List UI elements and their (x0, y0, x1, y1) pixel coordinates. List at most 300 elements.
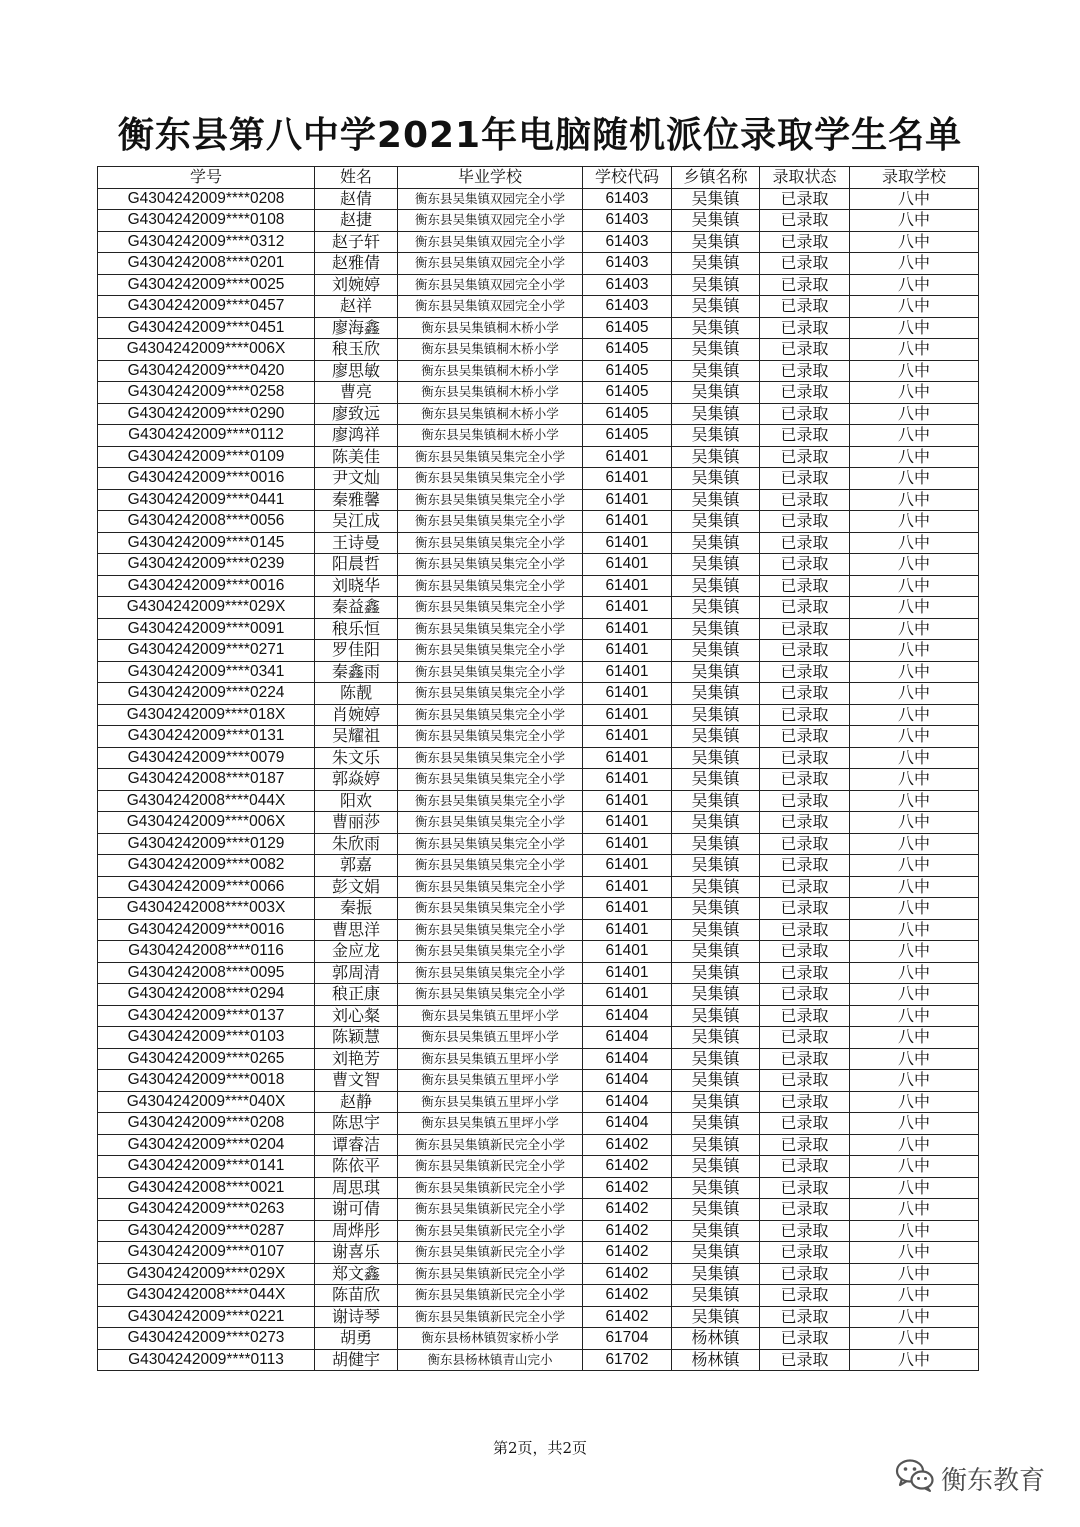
student-name-cell: 尹文灿 (315, 468, 398, 490)
school-code-cell: 61404 (583, 1091, 672, 1113)
page-footer: 第2页，共2页 (492, 1439, 588, 1457)
township-cell: 杨林镇 (672, 1349, 760, 1371)
graduated-school-cell: 衡东县吴集镇吴集完全小学 (398, 726, 583, 748)
admitted-school-cell: 八中 (850, 317, 979, 339)
student-id-cell: G4304242009****029X (98, 1263, 315, 1285)
graduated-school-cell: 衡东县吴集镇吴集完全小学 (398, 790, 583, 812)
admitted-school-cell: 八中 (850, 188, 979, 210)
student-name-cell: 郭周清 (315, 962, 398, 984)
township-cell: 吴集镇 (672, 296, 760, 318)
student-id-cell: G4304242008****0201 (98, 253, 315, 275)
table-row (98, 726, 979, 748)
admitted-school-cell: 八中 (850, 339, 979, 361)
graduated-school-cell: 衡东县吴集镇吴集完全小学 (398, 898, 583, 920)
student-name-cell: 金应龙 (315, 941, 398, 963)
student-id-cell: G4304242009****0025 (98, 274, 315, 296)
student-id-cell: G4304242008****0021 (98, 1177, 315, 1199)
student-id-cell: G4304242009****0208 (98, 1113, 315, 1135)
township-cell: 吴集镇 (672, 1048, 760, 1070)
table-row (98, 339, 979, 361)
township-cell: 吴集镇 (672, 941, 760, 963)
table-row (98, 661, 979, 683)
township-cell: 吴集镇 (672, 984, 760, 1006)
graduated-school-cell: 衡东县吴集镇桐木桥小学 (398, 339, 583, 361)
graduated-school-cell: 衡东县吴集镇新民完全小学 (398, 1134, 583, 1156)
student-id-cell: G4304242009****0018 (98, 1070, 315, 1092)
student-id-cell: G4304242009****0263 (98, 1199, 315, 1221)
header-graduated-school: 毕业学校 (398, 167, 583, 189)
admitted-school-cell: 八中 (850, 532, 979, 554)
admitted-school-cell: 八中 (850, 1005, 979, 1027)
admission-status-cell: 已录取 (760, 360, 850, 382)
graduated-school-cell: 衡东县吴集镇五里坪小学 (398, 1091, 583, 1113)
township-cell: 吴集镇 (672, 640, 760, 662)
admission-status-cell: 已录取 (760, 919, 850, 941)
student-name-cell: 赵雅倩 (315, 253, 398, 275)
school-code-cell: 61402 (583, 1177, 672, 1199)
student-id-cell: G4304242009****0204 (98, 1134, 315, 1156)
school-code-cell: 61401 (583, 683, 672, 705)
watermark (895, 1458, 1045, 1498)
student-id-cell: G4304242009****0129 (98, 833, 315, 855)
student-name-cell: 廖思敏 (315, 360, 398, 382)
student-name-cell: 曹亮 (315, 382, 398, 404)
township-cell: 吴集镇 (672, 747, 760, 769)
table-row (98, 1091, 979, 1113)
admitted-school-cell: 八中 (850, 1091, 979, 1113)
table-row (98, 1177, 979, 1199)
student-id-cell: G4304242009****018X (98, 704, 315, 726)
admitted-school-cell: 八中 (850, 640, 979, 662)
admission-status-cell: 已录取 (760, 1156, 850, 1178)
admitted-school-cell: 八中 (850, 1134, 979, 1156)
table-row (98, 253, 979, 275)
township-cell: 吴集镇 (672, 339, 760, 361)
school-code-cell: 61403 (583, 188, 672, 210)
admission-status-cell: 已录取 (760, 231, 850, 253)
admitted-school-cell: 八中 (850, 296, 979, 318)
admitted-school-cell: 八中 (850, 962, 979, 984)
admission-status-cell: 已录取 (760, 575, 850, 597)
school-code-cell: 61404 (583, 1113, 672, 1135)
school-code-cell: 61405 (583, 360, 672, 382)
student-name-cell: 郭嘉 (315, 855, 398, 877)
table-row (98, 790, 979, 812)
student-id-cell: G4304242009****0131 (98, 726, 315, 748)
admitted-school-cell: 八中 (850, 1242, 979, 1264)
graduated-school-cell: 衡东县吴集镇吴集完全小学 (398, 618, 583, 640)
township-cell: 吴集镇 (672, 1091, 760, 1113)
graduated-school-cell: 衡东县吴集镇双园完全小学 (398, 296, 583, 318)
table-row (98, 575, 979, 597)
admission-status-cell: 已录取 (760, 1242, 850, 1264)
student-id-cell: G4304242009****0112 (98, 425, 315, 447)
graduated-school-cell: 衡东县吴集镇新民完全小学 (398, 1306, 583, 1328)
graduated-school-cell: 衡东县吴集镇双园完全小学 (398, 274, 583, 296)
student-id-cell: G4304242009****006X (98, 339, 315, 361)
township-cell: 吴集镇 (672, 468, 760, 490)
student-name-cell: 赵捷 (315, 210, 398, 232)
graduated-school-cell: 衡东县吴集镇吴集完全小学 (398, 962, 583, 984)
admitted-school-cell: 八中 (850, 403, 979, 425)
table-row (98, 1349, 979, 1371)
school-code-cell: 61405 (583, 403, 672, 425)
table-row (98, 468, 979, 490)
school-code-cell: 61404 (583, 1070, 672, 1092)
student-id-cell: G4304242009****0271 (98, 640, 315, 662)
graduated-school-cell: 衡东县吴集镇新民完全小学 (398, 1199, 583, 1221)
township-cell: 吴集镇 (672, 1113, 760, 1135)
student-name-cell: 阳欢 (315, 790, 398, 812)
graduated-school-cell: 衡东县吴集镇吴集完全小学 (398, 855, 583, 877)
table-row (98, 876, 979, 898)
student-name-cell: 肖婉婷 (315, 704, 398, 726)
township-cell: 吴集镇 (672, 1177, 760, 1199)
student-id-cell: G4304242009****0066 (98, 876, 315, 898)
township-cell: 吴集镇 (672, 446, 760, 468)
student-id-cell: G4304242009****0451 (98, 317, 315, 339)
graduated-school-cell: 衡东县杨林镇青山完小 (398, 1349, 583, 1371)
township-cell: 吴集镇 (672, 274, 760, 296)
township-cell: 吴集镇 (672, 769, 760, 791)
student-id-cell: G4304242009****006X (98, 812, 315, 834)
admission-status-cell: 已录取 (760, 446, 850, 468)
header-admission-status: 录取状态 (760, 167, 850, 189)
admission-status-cell: 已录取 (760, 296, 850, 318)
school-code-cell: 61405 (583, 339, 672, 361)
school-code-cell: 61402 (583, 1199, 672, 1221)
table-row (98, 1070, 979, 1092)
township-cell: 吴集镇 (672, 833, 760, 855)
header-township: 乡镇名称 (672, 167, 760, 189)
graduated-school-cell: 衡东县吴集镇新民完全小学 (398, 1242, 583, 1264)
township-cell: 吴集镇 (672, 597, 760, 619)
student-name-cell: 胡勇 (315, 1328, 398, 1350)
township-cell: 吴集镇 (672, 898, 760, 920)
graduated-school-cell: 衡东县吴集镇吴集完全小学 (398, 468, 583, 490)
school-code-cell: 61405 (583, 317, 672, 339)
admitted-school-cell: 八中 (850, 1177, 979, 1199)
table-row (98, 317, 979, 339)
student-id-cell: G4304242009****0079 (98, 747, 315, 769)
township-cell: 吴集镇 (672, 511, 760, 533)
township-cell: 吴集镇 (672, 704, 760, 726)
table-row (98, 1048, 979, 1070)
student-id-cell: G4304242009****0312 (98, 231, 315, 253)
township-cell: 吴集镇 (672, 876, 760, 898)
student-name-cell: 陈思宇 (315, 1113, 398, 1135)
admitted-school-cell: 八中 (850, 1306, 979, 1328)
table-body (98, 188, 979, 1371)
school-code-cell: 61403 (583, 231, 672, 253)
student-name-cell: 赵子轩 (315, 231, 398, 253)
student-id-cell: G4304242009****0224 (98, 683, 315, 705)
admission-status-cell: 已录取 (760, 683, 850, 705)
admission-status-cell: 已录取 (760, 726, 850, 748)
student-name-cell: 谢诗琴 (315, 1306, 398, 1328)
table-row (98, 812, 979, 834)
township-cell: 吴集镇 (672, 618, 760, 640)
table-row (98, 511, 979, 533)
student-name-cell: 秦振 (315, 898, 398, 920)
township-cell: 吴集镇 (672, 575, 760, 597)
admission-status-cell: 已录取 (760, 769, 850, 791)
student-name-cell: 刘婉婷 (315, 274, 398, 296)
admission-status-cell: 已录取 (760, 747, 850, 769)
table-row (98, 1113, 979, 1135)
admission-status-cell: 已录取 (760, 1070, 850, 1092)
admission-status-cell: 已录取 (760, 532, 850, 554)
admitted-school-cell: 八中 (850, 683, 979, 705)
table-row (98, 403, 979, 425)
township-cell: 吴集镇 (672, 403, 760, 425)
admitted-school-cell: 八中 (850, 1285, 979, 1307)
student-id-cell: G4304242008****0095 (98, 962, 315, 984)
admission-status-cell: 已录取 (760, 898, 850, 920)
student-name-cell: 朱文乐 (315, 747, 398, 769)
township-cell: 吴集镇 (672, 1070, 760, 1092)
school-code-cell: 61401 (583, 747, 672, 769)
township-cell: 吴集镇 (672, 1005, 760, 1027)
student-id-cell: G4304242008****0187 (98, 769, 315, 791)
table-row (98, 769, 979, 791)
township-cell: 吴集镇 (672, 1242, 760, 1264)
student-id-cell: G4304242009****0221 (98, 1306, 315, 1328)
table-row (98, 489, 979, 511)
table-row (98, 1285, 979, 1307)
admission-status-cell: 已录取 (760, 661, 850, 683)
admitted-school-cell: 八中 (850, 1349, 979, 1371)
graduated-school-cell: 衡东县吴集镇吴集完全小学 (398, 661, 583, 683)
school-code-cell: 61401 (583, 446, 672, 468)
graduated-school-cell: 衡东县吴集镇新民完全小学 (398, 1177, 583, 1199)
table-row (98, 1306, 979, 1328)
table-row (98, 618, 979, 640)
student-id-cell: G4304242009****0273 (98, 1328, 315, 1350)
graduated-school-cell: 衡东县吴集镇吴集完全小学 (398, 876, 583, 898)
township-cell: 吴集镇 (672, 726, 760, 748)
township-cell: 吴集镇 (672, 532, 760, 554)
graduated-school-cell: 衡东县吴集镇吴集完全小学 (398, 812, 583, 834)
admission-status-cell: 已录取 (760, 962, 850, 984)
student-name-cell: 陈颖慧 (315, 1027, 398, 1049)
student-name-cell: 曹思洋 (315, 919, 398, 941)
school-code-cell: 61401 (583, 726, 672, 748)
graduated-school-cell: 衡东县吴集镇桐木桥小学 (398, 360, 583, 382)
student-id-cell: G4304242009****0016 (98, 919, 315, 941)
school-code-cell: 61401 (583, 962, 672, 984)
school-code-cell: 61401 (583, 898, 672, 920)
wechat-icon (895, 1458, 935, 1499)
student-id-cell: G4304242009****0109 (98, 446, 315, 468)
school-code-cell: 61401 (583, 640, 672, 662)
township-cell: 吴集镇 (672, 683, 760, 705)
student-name-cell: 秦鑫雨 (315, 661, 398, 683)
watermark-label: 衡东教育 (941, 1465, 1046, 1496)
admitted-school-cell: 八中 (850, 1048, 979, 1070)
admission-status-cell: 已录取 (760, 554, 850, 576)
school-code-cell: 61704 (583, 1328, 672, 1350)
graduated-school-cell: 衡东县吴集镇吴集完全小学 (398, 704, 583, 726)
student-id-cell: G4304242008****0294 (98, 984, 315, 1006)
graduated-school-cell: 衡东县吴集镇吴集完全小学 (398, 747, 583, 769)
student-name-cell: 陈依平 (315, 1156, 398, 1178)
school-code-cell: 61401 (583, 704, 672, 726)
graduated-school-cell: 衡东县吴集镇吴集完全小学 (398, 554, 583, 576)
township-cell: 吴集镇 (672, 790, 760, 812)
township-cell: 吴集镇 (672, 554, 760, 576)
graduated-school-cell: 衡东县吴集镇吴集完全小学 (398, 683, 583, 705)
admission-status-cell: 已录取 (760, 640, 850, 662)
student-id-cell: G4304242009****0016 (98, 468, 315, 490)
school-code-cell: 61401 (583, 575, 672, 597)
township-cell: 吴集镇 (672, 919, 760, 941)
school-code-cell: 61405 (583, 382, 672, 404)
admission-status-cell: 已录取 (760, 339, 850, 361)
admission-status-cell: 已录取 (760, 210, 850, 232)
admitted-school-cell: 八中 (850, 618, 979, 640)
student-name-cell: 吴耀祖 (315, 726, 398, 748)
admission-status-cell: 已录取 (760, 382, 850, 404)
student-name-cell: 陈苗欣 (315, 1285, 398, 1307)
graduated-school-cell: 衡东县吴集镇新民完全小学 (398, 1285, 583, 1307)
admitted-school-cell: 八中 (850, 1113, 979, 1135)
graduated-school-cell: 衡东县吴集镇吴集完全小学 (398, 597, 583, 619)
student-name-cell: 刘艳芳 (315, 1048, 398, 1070)
student-name-cell: 稂玉欣 (315, 339, 398, 361)
graduated-school-cell: 衡东县吴集镇五里坪小学 (398, 1113, 583, 1135)
township-cell: 吴集镇 (672, 317, 760, 339)
admission-status-cell: 已录取 (760, 403, 850, 425)
table-row (98, 855, 979, 877)
admitted-school-cell: 八中 (850, 855, 979, 877)
school-code-cell: 61702 (583, 1349, 672, 1371)
admission-status-cell: 已录取 (760, 1091, 850, 1113)
school-code-cell: 61404 (583, 1048, 672, 1070)
school-code-cell: 61401 (583, 489, 672, 511)
township-cell: 吴集镇 (672, 1027, 760, 1049)
graduated-school-cell: 衡东县吴集镇吴集完全小学 (398, 575, 583, 597)
admitted-school-cell: 八中 (850, 726, 979, 748)
admission-status-cell: 已录取 (760, 1349, 850, 1371)
township-cell: 杨林镇 (672, 1328, 760, 1350)
table-row (98, 1156, 979, 1178)
admission-status-cell: 已录取 (760, 317, 850, 339)
admission-status-cell: 已录取 (760, 274, 850, 296)
school-code-cell: 61402 (583, 1220, 672, 1242)
admitted-school-cell: 八中 (850, 253, 979, 275)
student-name-cell: 王诗曼 (315, 532, 398, 554)
school-code-cell: 61403 (583, 274, 672, 296)
student-name-cell: 周思琪 (315, 1177, 398, 1199)
admission-status-cell: 已录取 (760, 511, 850, 533)
admitted-school-cell: 八中 (850, 1156, 979, 1178)
township-cell: 吴集镇 (672, 1220, 760, 1242)
admitted-school-cell: 八中 (850, 812, 979, 834)
admitted-school-cell: 八中 (850, 1263, 979, 1285)
student-name-cell: 秦雅馨 (315, 489, 398, 511)
township-cell: 吴集镇 (672, 1285, 760, 1307)
table-row (98, 360, 979, 382)
table-row (98, 1220, 979, 1242)
table-row (98, 1242, 979, 1264)
graduated-school-cell: 衡东县吴集镇吴集完全小学 (398, 640, 583, 662)
graduated-school-cell: 衡东县吴集镇吴集完全小学 (398, 489, 583, 511)
township-cell: 吴集镇 (672, 1156, 760, 1178)
graduated-school-cell: 衡东县吴集镇双园完全小学 (398, 188, 583, 210)
graduated-school-cell: 衡东县吴集镇吴集完全小学 (398, 984, 583, 1006)
graduated-school-cell: 衡东县吴集镇桐木桥小学 (398, 382, 583, 404)
graduated-school-cell: 衡东县杨林镇贺家桥小学 (398, 1328, 583, 1350)
township-cell: 吴集镇 (672, 962, 760, 984)
table-row (98, 898, 979, 920)
admission-status-cell: 已录取 (760, 618, 850, 640)
table-row (98, 1027, 979, 1049)
student-id-cell: G4304242009****0258 (98, 382, 315, 404)
school-code-cell: 61402 (583, 1242, 672, 1264)
student-id-cell: G4304242009****0016 (98, 575, 315, 597)
township-cell: 吴集镇 (672, 188, 760, 210)
student-id-cell: G4304242009****029X (98, 597, 315, 619)
school-code-cell: 61401 (583, 532, 672, 554)
admission-status-cell: 已录取 (760, 1328, 850, 1350)
graduated-school-cell: 衡东县吴集镇桐木桥小学 (398, 317, 583, 339)
township-cell: 吴集镇 (672, 382, 760, 404)
table-row (98, 919, 979, 941)
table-row (98, 597, 979, 619)
table-row (98, 188, 979, 210)
school-code-cell: 61403 (583, 296, 672, 318)
admitted-school-cell: 八中 (850, 360, 979, 382)
graduated-school-cell: 衡东县吴集镇五里坪小学 (398, 1048, 583, 1070)
graduated-school-cell: 衡东县吴集镇吴集完全小学 (398, 511, 583, 533)
student-id-cell: G4304242009****0441 (98, 489, 315, 511)
student-id-cell: G4304242009****0239 (98, 554, 315, 576)
admitted-school-cell: 八中 (850, 231, 979, 253)
graduated-school-cell: 衡东县吴集镇双园完全小学 (398, 231, 583, 253)
school-code-cell: 61401 (583, 812, 672, 834)
table-row (98, 554, 979, 576)
student-id-cell: G4304242008****003X (98, 898, 315, 920)
school-code-cell: 61401 (583, 597, 672, 619)
table-row (98, 1328, 979, 1350)
admitted-school-cell: 八中 (850, 769, 979, 791)
township-cell: 吴集镇 (672, 1306, 760, 1328)
township-cell: 吴集镇 (672, 253, 760, 275)
admission-status-cell: 已录取 (760, 855, 850, 877)
student-name-cell: 吴江成 (315, 511, 398, 533)
student-name-cell: 赵祥 (315, 296, 398, 318)
admission-status-cell: 已录取 (760, 253, 850, 275)
admission-status-cell: 已录取 (760, 188, 850, 210)
student-id-cell: G4304242009****0103 (98, 1027, 315, 1049)
table-row (98, 833, 979, 855)
admitted-school-cell: 八中 (850, 1220, 979, 1242)
admission-status-cell: 已录取 (760, 1177, 850, 1199)
table-row (98, 231, 979, 253)
graduated-school-cell: 衡东县吴集镇五里坪小学 (398, 1070, 583, 1092)
student-id-cell: G4304242009****0091 (98, 618, 315, 640)
township-cell: 吴集镇 (672, 231, 760, 253)
table-row (98, 296, 979, 318)
student-id-cell: G4304242009****0208 (98, 188, 315, 210)
admission-status-cell: 已录取 (760, 704, 850, 726)
school-code-cell: 61403 (583, 210, 672, 232)
graduated-school-cell: 衡东县吴集镇吴集完全小学 (398, 833, 583, 855)
township-cell: 吴集镇 (672, 489, 760, 511)
table-row (98, 274, 979, 296)
graduated-school-cell: 衡东县吴集镇双园完全小学 (398, 253, 583, 275)
